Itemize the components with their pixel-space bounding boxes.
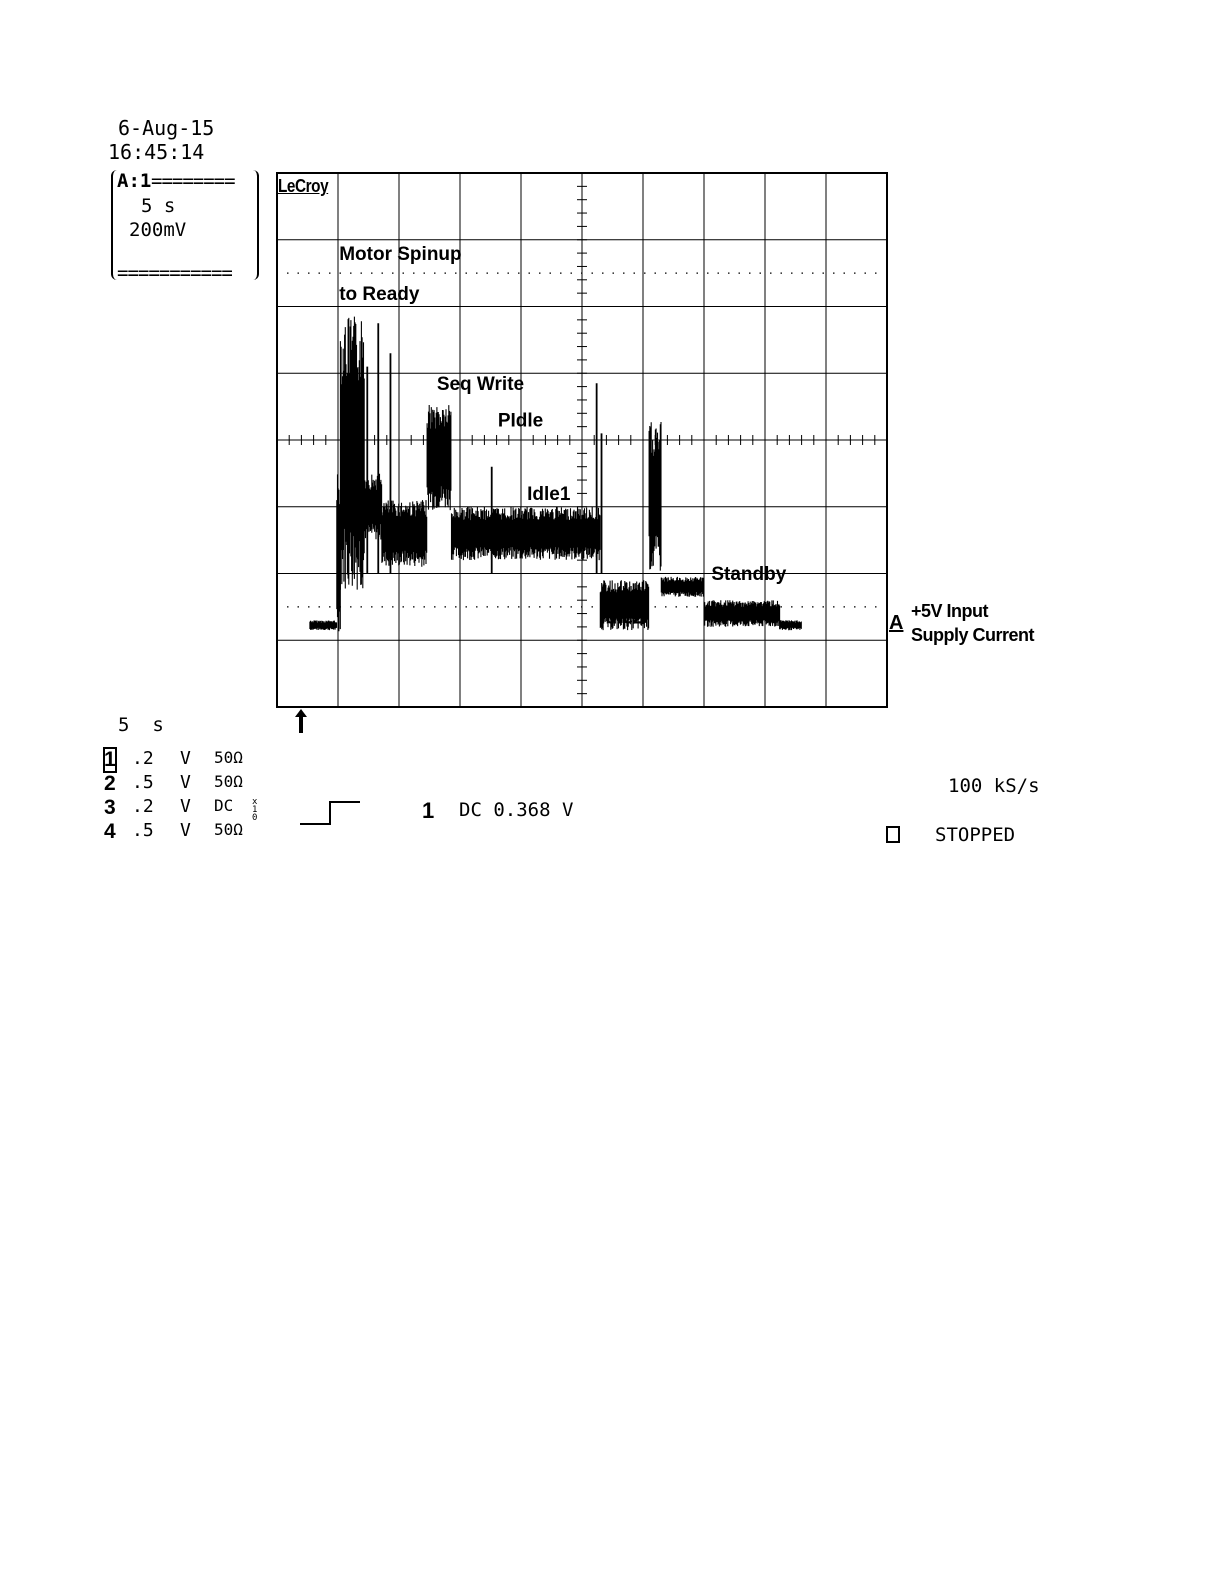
- channel-number: 4: [104, 820, 116, 843]
- trace-annotation: Seq Write: [436, 373, 525, 395]
- stop-indicator-icon[interactable]: [886, 826, 900, 843]
- channel-volts-per-div: .5: [132, 820, 154, 841]
- trace-annotation: Standby: [711, 564, 787, 586]
- timebase-readout: 5 s: [118, 714, 164, 736]
- channel-row-4[interactable]: [104, 820, 304, 844]
- channel-number: 3: [104, 796, 116, 819]
- trace-timebase: 5 s: [141, 195, 176, 217]
- brand-logo: LeCroy: [278, 176, 329, 196]
- waveform-segment: [452, 507, 600, 560]
- waveform-segment: [780, 620, 802, 630]
- channel-unit: V: [180, 820, 191, 841]
- trace-annotation: PIdle: [497, 410, 544, 432]
- channel-coupling: 50Ω: [214, 820, 243, 839]
- waveform-segment: [310, 620, 337, 630]
- channel-unit: V: [180, 796, 191, 817]
- channel-row-3[interactable]: [104, 796, 304, 823]
- time-readout: 16:45:14: [108, 140, 205, 164]
- trace-annotation: Idle1: [527, 484, 571, 506]
- channel-row-1[interactable]: [104, 748, 304, 772]
- trace-label: A:1: [117, 170, 152, 192]
- trace-name-line-2: Supply Current: [911, 625, 1035, 645]
- waveform-segment: [337, 474, 341, 631]
- channel-volts-per-div: .2: [132, 796, 154, 817]
- trace-marker: A: [889, 612, 904, 634]
- waveform-segment: [427, 405, 451, 510]
- channel-volts-per-div: .5: [132, 772, 154, 793]
- trace-annotation: Idle2: [600, 607, 644, 629]
- trace-box-top-rule: ========: [151, 170, 235, 192]
- trace-name-line-1: +5V Input: [911, 601, 989, 621]
- trace-annotation: to Ready: [339, 283, 420, 305]
- trace-annotation: Motor Spinup: [339, 243, 462, 265]
- waveform-segment: [340, 317, 364, 590]
- channel-number: 2: [104, 772, 116, 795]
- date-readout: 6-Aug-15: [118, 116, 215, 140]
- waveform-segment: [704, 600, 780, 627]
- sample-rate: 100 kS/s: [948, 775, 1040, 797]
- channel-probe-factor: x10: [252, 797, 258, 823]
- trigger-edge-icon: [300, 800, 362, 826]
- channel-number: 1: [104, 748, 116, 771]
- trace-volts: 200mV: [129, 219, 187, 241]
- channel-coupling: 50Ω: [214, 748, 243, 767]
- waveform-segment: [661, 577, 703, 597]
- trigger-source: 1: [422, 798, 435, 823]
- waveform-segment: [649, 422, 661, 571]
- channel-coupling: DC: [214, 796, 234, 815]
- channel-unit: V: [180, 748, 191, 769]
- channel-unit: V: [180, 772, 191, 793]
- waveform-segment: [382, 500, 427, 567]
- channel-volts-per-div: .2: [132, 748, 154, 769]
- trace-box-bottom-rule: ===========: [117, 262, 232, 284]
- acquisition-status[interactable]: STOPPED: [935, 824, 1016, 846]
- trigger-position-arrow-icon: [292, 708, 310, 734]
- annotations: [339, 244, 786, 629]
- trigger-readout: DC 0.368 V: [459, 799, 574, 821]
- channel-row-2[interactable]: [104, 772, 304, 796]
- channel-coupling: 50Ω: [214, 772, 243, 791]
